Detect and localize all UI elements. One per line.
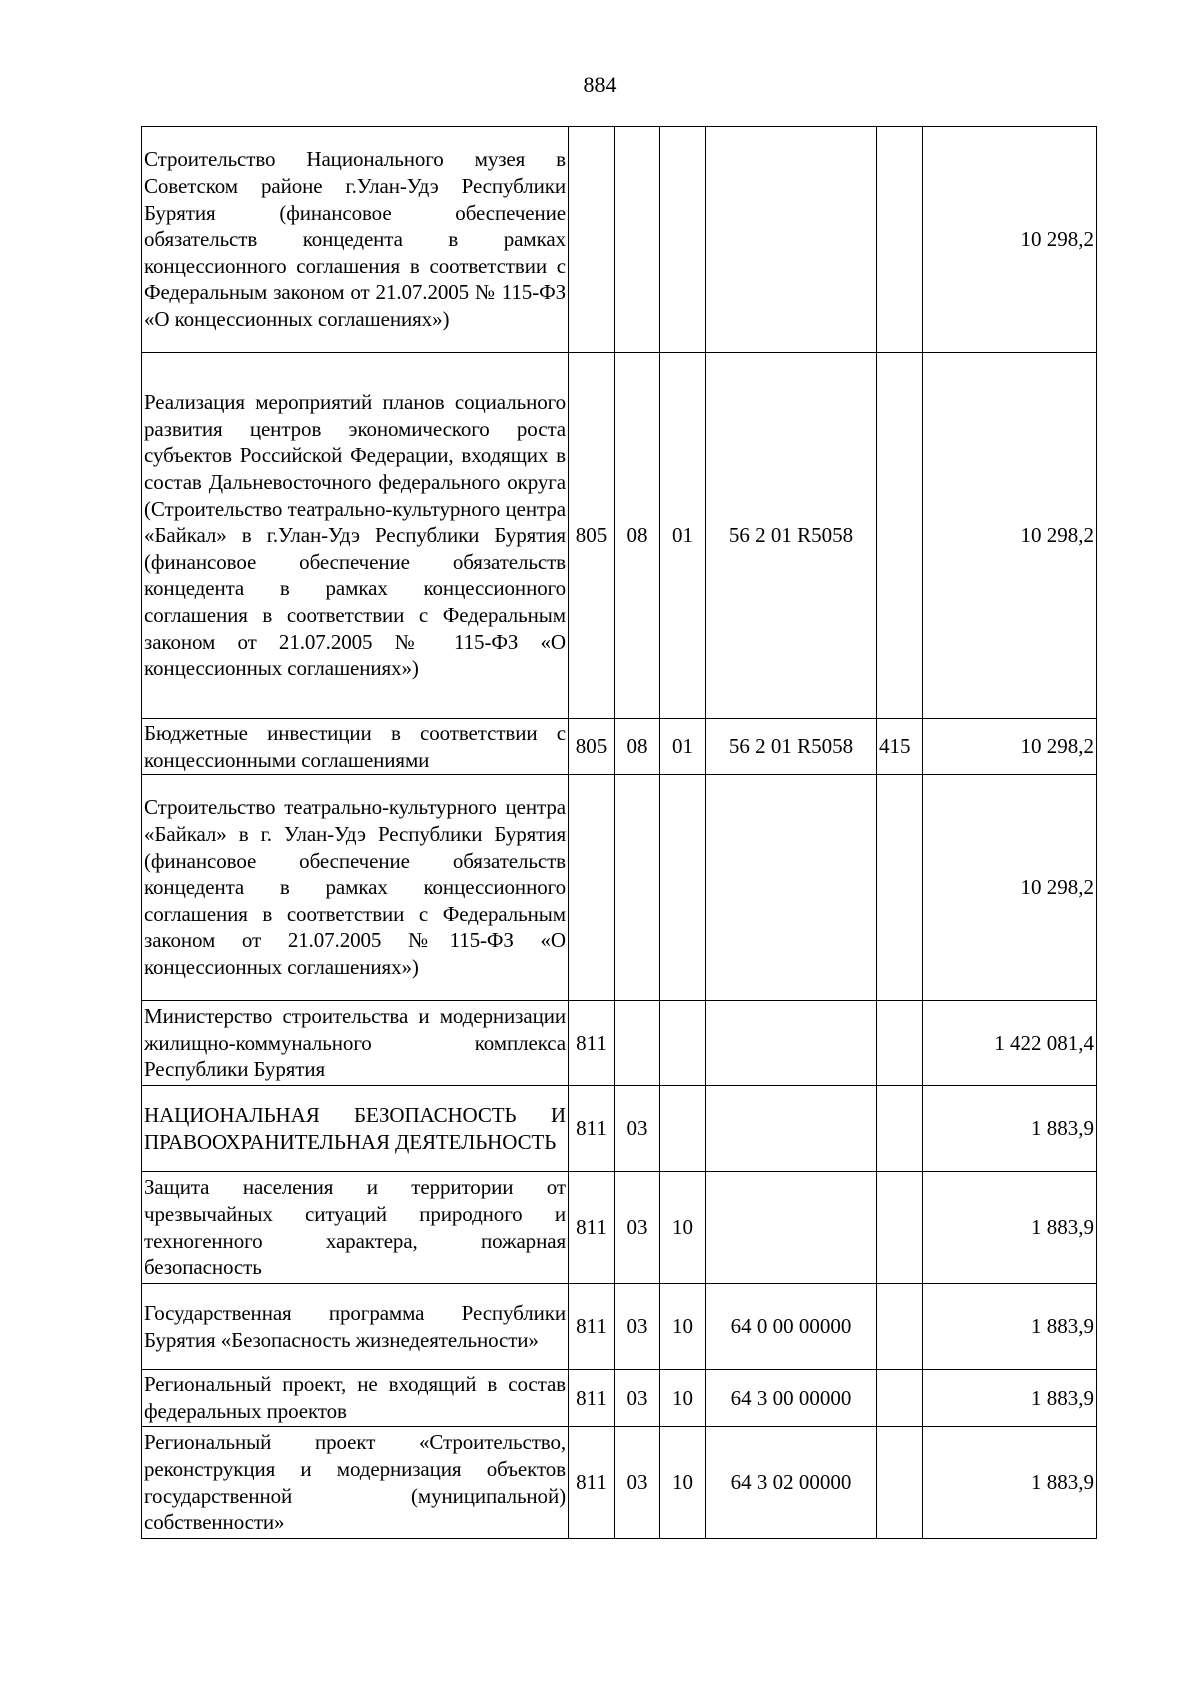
row-rz [615, 775, 660, 1001]
page-number: 884 [583, 72, 617, 97]
row-name: Строительство театрально-культурного центра «Байкал» в г. Улан-Удэ Республики Бурятия (финансовое обеспечение обязательств концедента в рамках концессионного соглашения в соответствии с Федеральным законом от 21.07.2005 №115-ФЗ «О концессионных соглашениях») [142, 775, 569, 1001]
row-gr: 811 [569, 1284, 615, 1370]
row-gr [569, 127, 615, 353]
row-csr: 64 0 00 00000 [706, 1284, 877, 1370]
row-name: Региональный проект, не входящий в состав федеральных проектов [142, 1370, 569, 1427]
row-gr [569, 775, 615, 1001]
row-name: Реализация мероприятий планов социального развития центров экономического роста субъектов Российской Федерации, входящих в состав Дальневосточного федерального округа (Строительство театрально-культурного центра «Байкал» в г.Улан-Удэ Республики Бурятия (финансовое обеспечение обязательств концедента в рамках концессионного соглашения в соответствии с Федеральным законом от 21.07.2005 № 115-ФЗ «О концессионных соглашениях») [142, 353, 569, 719]
budget-table [141, 126, 1097, 1539]
row-name: Государственная программа Республики Бурятия «Безопасность жизнедеятельности» [142, 1284, 569, 1370]
row-sum: 1 883,9 [923, 1427, 1097, 1539]
row-rz: 03 [615, 1370, 660, 1427]
row-vr [877, 127, 923, 353]
row-sum: 10 298,2 [923, 353, 1097, 719]
row-name: Защита населения и территории от чрезвычайных ситуаций природного и техногенного характера, пожарная безопасность [142, 1172, 569, 1284]
row-sum: 10 298,2 [923, 775, 1097, 1001]
row-gr: 811 [569, 1001, 615, 1086]
row-csr: 56 2 01 R5058 [706, 719, 877, 775]
row-gr: 805 [569, 353, 615, 719]
row-name: НАЦИОНАЛЬНАЯ БЕЗОПАСНОСТЬ И ПРАВООХРАНИТЕЛЬНАЯ ДЕЯТЕЛЬНОСТЬ [142, 1086, 569, 1172]
row-pr: 10 [660, 1370, 706, 1427]
row-sum: 1 883,9 [923, 1172, 1097, 1284]
table-row [142, 1086, 1097, 1172]
row-vr: 415 [877, 719, 923, 775]
row-pr: 10 [660, 1284, 706, 1370]
row-name: Бюджетные инвестиции в соответствии с концессионными соглашениями [142, 719, 569, 775]
table-row [142, 1001, 1097, 1086]
row-sum: 1 883,9 [923, 1086, 1097, 1172]
row-gr: 811 [569, 1370, 615, 1427]
row-csr [706, 775, 877, 1001]
row-name: Региональный проект «Строительство, реконструкция и модернизация объектов государственной (муниципальной) собственности» [142, 1427, 569, 1539]
row-rz: 03 [615, 1086, 660, 1172]
row-sum: 10 298,2 [923, 127, 1097, 353]
row-vr [877, 775, 923, 1001]
row-gr: 805 [569, 719, 615, 775]
row-pr [660, 127, 706, 353]
table-row [142, 775, 1097, 1001]
row-pr: 01 [660, 719, 706, 775]
table-row [142, 353, 1097, 719]
table-row [142, 1427, 1097, 1539]
row-gr: 811 [569, 1086, 615, 1172]
row-rz [615, 1001, 660, 1086]
row-sum: 10 298,2 [923, 719, 1097, 775]
table-row [142, 1284, 1097, 1370]
table-row [142, 1370, 1097, 1427]
row-vr [877, 1427, 923, 1539]
row-rz [615, 127, 660, 353]
row-name: Министерство строительства и модернизации жилищно-коммунального комплекса Республики Бурятия [142, 1001, 569, 1086]
row-gr: 811 [569, 1172, 615, 1284]
row-csr: 64 3 02 00000 [706, 1427, 877, 1539]
row-csr [706, 127, 877, 353]
row-rz: 03 [615, 1427, 660, 1539]
table-row [142, 127, 1097, 353]
row-sum: 1 422 081,4 [923, 1001, 1097, 1086]
row-pr: 10 [660, 1427, 706, 1539]
row-csr: 56 2 01 R5058 [706, 353, 877, 719]
row-rz: 08 [615, 353, 660, 719]
row-gr: 811 [569, 1427, 615, 1539]
row-csr [706, 1001, 877, 1086]
row-vr [877, 1086, 923, 1172]
row-pr: 10 [660, 1172, 706, 1284]
row-sum: 1 883,9 [923, 1284, 1097, 1370]
table-row [142, 1172, 1097, 1284]
table-row [142, 719, 1097, 775]
row-rz: 03 [615, 1284, 660, 1370]
row-csr: 64 3 00 00000 [706, 1370, 877, 1427]
row-pr [660, 1001, 706, 1086]
row-pr: 01 [660, 353, 706, 719]
row-sum: 1 883,9 [923, 1370, 1097, 1427]
row-vr [877, 1370, 923, 1427]
row-csr [706, 1086, 877, 1172]
row-vr [877, 1284, 923, 1370]
row-name: Строительство Национального музея в Советском районе г.Улан-Удэ Республики Бурятия (финансовое обеспечение обязательств концедента в рамках концессионного соглашения в соответствии с Федеральным законом от 21.07.2005 № 115-ФЗ «О концессионных соглашениях») [142, 127, 569, 353]
row-vr [877, 1172, 923, 1284]
row-csr [706, 1172, 877, 1284]
row-pr [660, 1086, 706, 1172]
row-rz: 08 [615, 719, 660, 775]
row-pr [660, 775, 706, 1001]
row-vr [877, 1001, 923, 1086]
row-rz: 03 [615, 1172, 660, 1284]
row-vr [877, 353, 923, 719]
